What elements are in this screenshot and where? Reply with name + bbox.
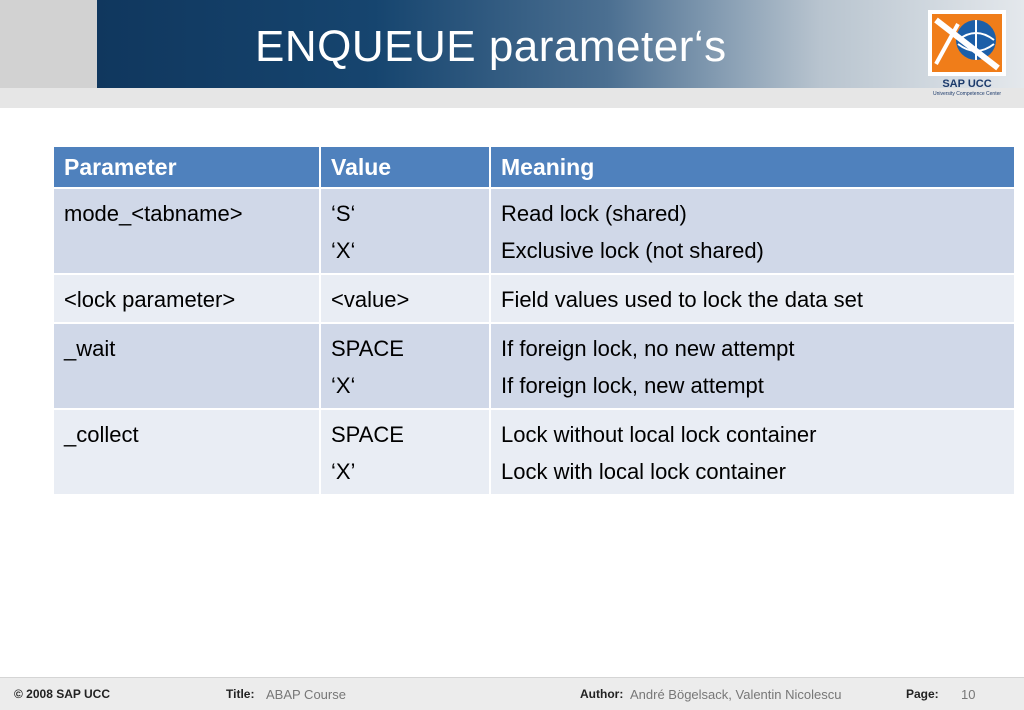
- footer-page-number: 10: [961, 687, 976, 702]
- parameter-text: _wait: [64, 336, 116, 361]
- value-cell: [321, 189, 489, 273]
- parameter-cell: [54, 324, 319, 408]
- footer-copyright: © 2008 SAP UCC: [14, 687, 110, 701]
- meaning-text: If foreign lock, new attempt: [501, 373, 764, 398]
- value-text: ‘X’: [331, 459, 356, 484]
- value-text: ‘X‘: [331, 238, 356, 263]
- footer-title-value: ABAP Course: [266, 687, 346, 702]
- value-cell: [321, 410, 489, 494]
- column-header-meaning: Meaning: [491, 147, 1014, 187]
- header-underline-band: [0, 88, 1024, 108]
- value-cell: [321, 275, 489, 322]
- value-text: <value>: [331, 287, 410, 312]
- slide-title: ENQUEUE parameter‘s: [255, 22, 727, 71]
- parameter-text: mode_<tabname>: [64, 201, 243, 226]
- meaning-text: Field values used to lock the data set: [501, 287, 863, 312]
- enqueue-parameter-table: [52, 145, 1016, 496]
- footer-author-value: André Bögelsack, Valentin Nicolescu: [630, 687, 842, 702]
- table-row: [54, 275, 1014, 322]
- logo-subtext: University Competence Center: [932, 91, 1002, 97]
- meaning-text: Lock with local lock container: [501, 459, 786, 484]
- parameter-cell: [54, 189, 319, 273]
- footer-page-label: Page:: [906, 687, 939, 701]
- footer-author-label: Author:: [580, 687, 624, 701]
- sap-ucc-logo: [928, 10, 1006, 102]
- parameter-text: <lock parameter>: [64, 287, 236, 312]
- column-header-parameter: Parameter: [54, 147, 319, 187]
- table-row: [54, 410, 1014, 494]
- value-text: SPACE: [331, 336, 404, 361]
- parameter-cell: [54, 410, 319, 494]
- sap-ucc-logo-icon: [928, 10, 1006, 76]
- table-row: [54, 324, 1014, 408]
- table-header-row: [54, 147, 1014, 187]
- meaning-text: Read lock (shared): [501, 201, 687, 226]
- parameter-text: _collect: [64, 422, 139, 447]
- meaning-cell: [491, 275, 1014, 322]
- column-header-value: Value: [321, 147, 489, 187]
- parameter-cell: [54, 275, 319, 322]
- table-row: [54, 189, 1014, 273]
- slide-footer: [0, 677, 1024, 710]
- header-side-block: [0, 0, 97, 88]
- footer-title-label: Title:: [226, 687, 255, 701]
- value-cell: [321, 324, 489, 408]
- value-text: SPACE: [331, 422, 404, 447]
- meaning-text: Exclusive lock (not shared): [501, 238, 764, 263]
- value-text: ‘S‘: [331, 201, 356, 226]
- meaning-text: If foreign lock, no new attempt: [501, 336, 795, 361]
- meaning-cell: [491, 410, 1014, 494]
- meaning-cell: [491, 324, 1014, 408]
- meaning-cell: [491, 189, 1014, 273]
- meaning-text: Lock without local lock container: [501, 422, 817, 447]
- logo-text: SAP UCC: [942, 78, 992, 90]
- value-text: ‘X‘: [331, 373, 356, 398]
